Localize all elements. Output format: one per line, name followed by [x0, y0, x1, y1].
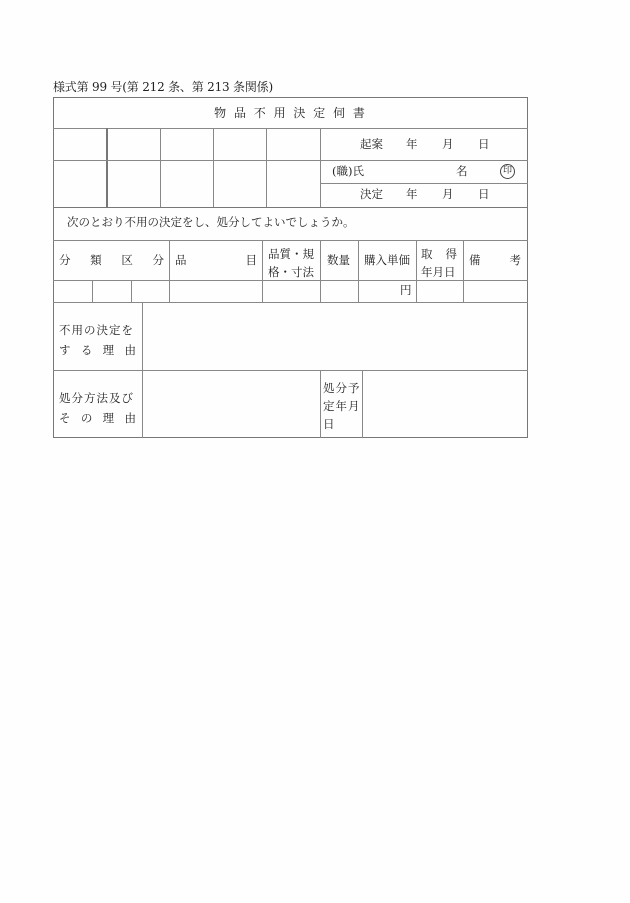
disposal-method-label: 処分方法及び そ の 理 由 — [59, 391, 136, 425]
classification-cell-1[interactable] — [54, 281, 92, 302]
acquired-date-cell[interactable] — [417, 281, 463, 302]
stamp-box[interactable] — [54, 161, 106, 207]
stamp-box[interactable] — [108, 129, 160, 160]
yen-suffix: 円 — [400, 283, 412, 297]
scheduled-date-label: 処分予 定年月 日 — [323, 381, 361, 431]
divider — [320, 183, 528, 184]
stamp-box[interactable] — [214, 129, 266, 160]
header-item: 品 目 — [175, 253, 257, 267]
quantity-cell[interactable] — [321, 281, 358, 302]
stamp-box[interactable] — [214, 161, 266, 207]
scheduled-date-field[interactable] — [363, 371, 527, 437]
stamp-box[interactable] — [161, 161, 213, 207]
form-caption: 様式第 99 号(第 212 条、第 213 条関係) — [53, 80, 273, 94]
header-remarks: 備 考 — [469, 253, 521, 267]
divider — [320, 370, 321, 438]
disposal-method-field[interactable] — [143, 371, 320, 437]
header-quality: 品質・規 格・寸法 — [268, 247, 314, 279]
decision-day-field[interactable]: 日 — [478, 187, 490, 201]
divider — [53, 240, 528, 241]
reason-label: 不用の決定を す る 理 由 — [59, 323, 136, 357]
quality-cell[interactable] — [263, 281, 320, 302]
stamp-box[interactable] — [54, 129, 106, 160]
classification-cell-2[interactable] — [93, 281, 131, 302]
header-acquired-date: 取 得 年月日 — [421, 247, 457, 279]
header-quantity: 数量 — [327, 253, 350, 267]
remarks-cell[interactable] — [464, 281, 527, 302]
header-unit-price: 購入単価 — [364, 253, 410, 267]
header-classification: 分 類 区 分 — [59, 253, 164, 267]
stamp-box[interactable] — [108, 161, 160, 207]
item-cell[interactable] — [170, 281, 262, 302]
draft-label: 起案 — [360, 137, 383, 151]
stamp-box[interactable] — [267, 129, 320, 160]
decision-label: 決定 — [360, 187, 383, 201]
draft-year-field[interactable]: 年 — [406, 137, 418, 151]
seal-icon: 印 — [500, 164, 515, 179]
form-title: 物 品 不 用 決 定 伺 書 — [214, 106, 367, 120]
stamp-box[interactable] — [161, 129, 213, 160]
request-text: 次のとおり不用の決定をし、処分してよいでしょうか。 — [67, 215, 355, 229]
decision-year-field[interactable]: 年 — [406, 187, 418, 201]
classification-cell-3[interactable] — [132, 281, 169, 302]
draft-month-field[interactable]: 月 — [442, 137, 454, 151]
stamp-box[interactable] — [267, 161, 320, 207]
position-name-label: (職)氏 — [332, 164, 364, 178]
draft-day-field[interactable]: 日 — [478, 137, 490, 151]
divider — [320, 128, 321, 207]
name-field[interactable]: 名 — [456, 164, 468, 178]
decision-month-field[interactable]: 月 — [442, 187, 454, 201]
reason-field[interactable] — [143, 303, 527, 370]
